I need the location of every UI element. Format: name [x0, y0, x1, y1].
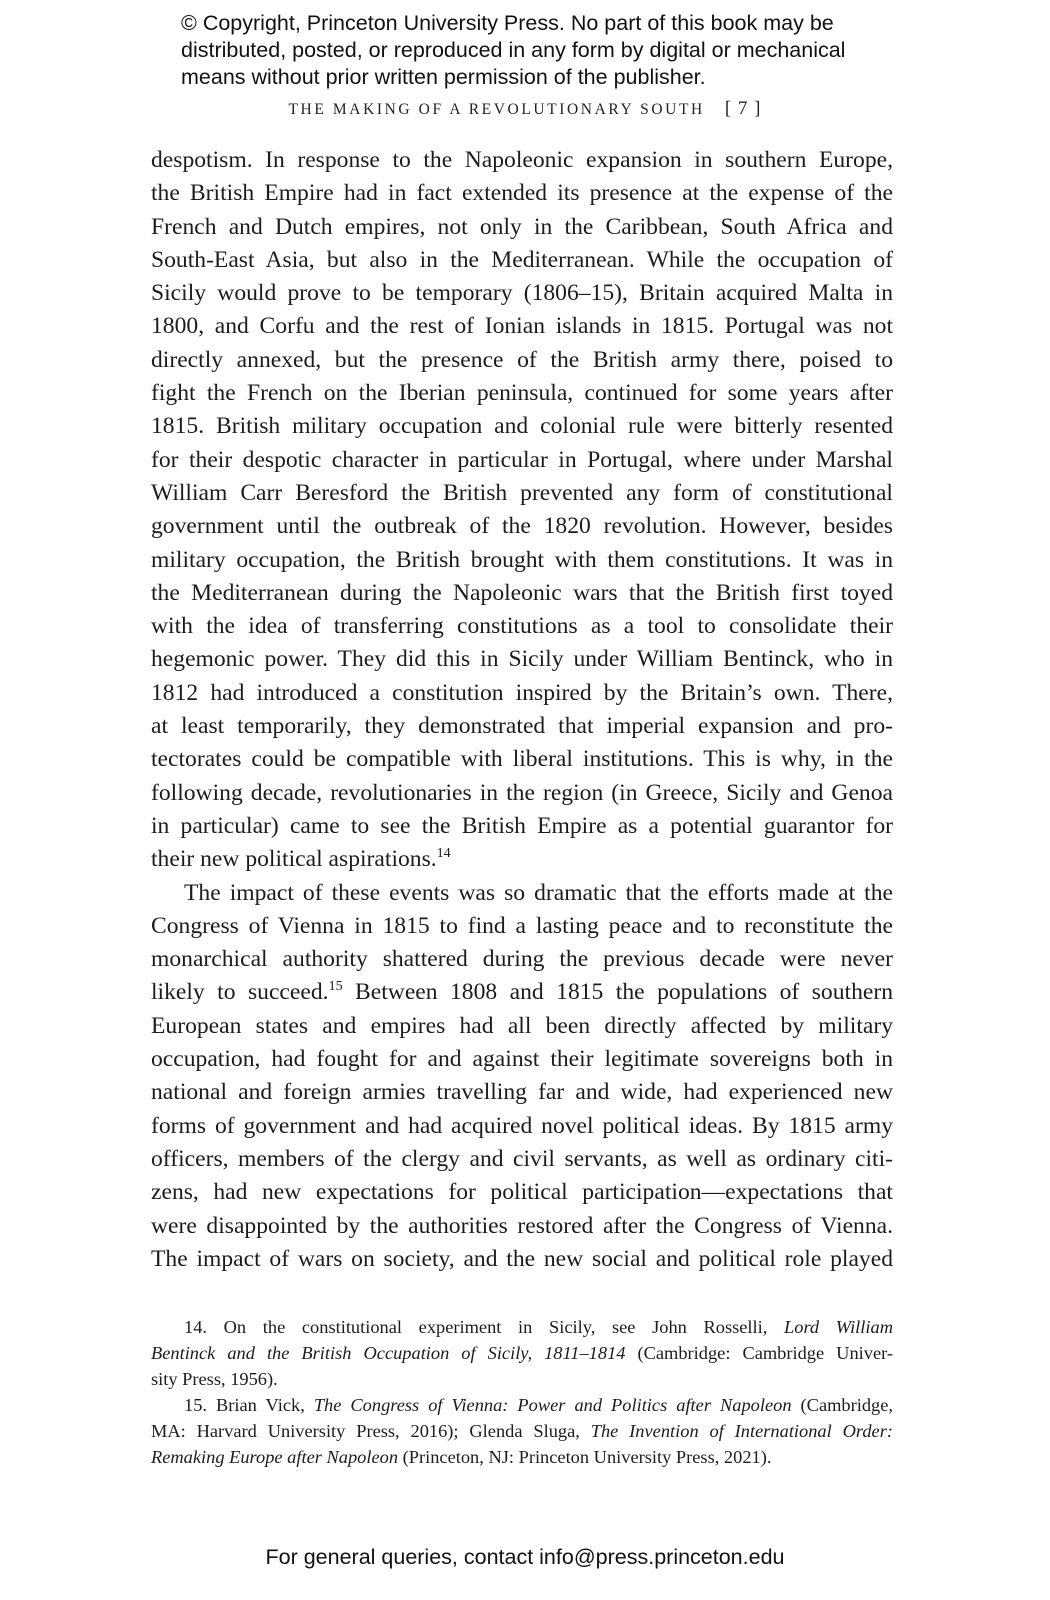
book-title: Lord William: [784, 1317, 893, 1337]
text-segment: MA: Harvard University Press, 2016); Glenda Sluga,: [151, 1421, 591, 1441]
text-segment: 15. Brian Vick,: [184, 1395, 314, 1415]
text-line: national and foreign armies travelling far and wide, had experienced new: [151, 1079, 893, 1106]
footnote-line: sity Press, 1956).: [151, 1369, 278, 1389]
text-line: government until the outbreak of the 1820 revolution. However, besides: [151, 513, 893, 540]
text-line: with the idea of transferring constitutions as a tool to consolidate their: [151, 613, 893, 640]
text-line: William Carr Beresford the British prevented any form of constitutional: [151, 479, 893, 506]
text-line: forms of government and had acquired novel political ideas. By 1815 army: [151, 1112, 893, 1139]
text-line: The impact of wars on society, and the new social and political role played: [151, 1245, 893, 1272]
text-segment: (Princeton, NJ: Princeton University Press, 2021).: [398, 1447, 772, 1467]
text-line: 1800, and Corfu and the rest of Ionian islands in 1815. Portugal was not: [151, 313, 893, 340]
text-line: directly annexed, but the presence of the British army there, poised to: [151, 346, 893, 373]
text-line: tectorates could be compatible with liberal institutions. This is why, in the: [151, 746, 893, 773]
copyright-line: means without prior written permission of the publisher.: [181, 65, 706, 89]
text-line: occupation, had fought for and against their legitimate sovereigns both in: [151, 1046, 893, 1073]
footnote-line: [151, 1314, 893, 1340]
text-line: following decade, revolutionaries in the region (in Greece, Sicily and Genoa: [151, 779, 893, 806]
text-segment: 14. On the constitutional experiment in Sicily, see John Rosselli,: [184, 1317, 785, 1337]
text-line: officers, members of the clergy and civil servants, as well as ordinary citi-: [151, 1145, 893, 1172]
footnote-line: [151, 1340, 893, 1366]
text-line: military occupation, the British brought with them constitutions. It was in: [151, 546, 893, 573]
copyright-line: distributed, posted, or reproduced in any form by digital or mechanical: [181, 38, 846, 62]
running-head: [0, 98, 1050, 120]
page-number: [ 7 ]: [724, 98, 762, 119]
footer-contact: For general queries, contact info@press.princeton.edu: [265, 1545, 785, 1569]
running-head-title: THE MAKING OF A REVOLUTIONARY SOUTH: [288, 101, 705, 118]
paragraph: [151, 877, 893, 1277]
book-title: Remaking Europe after Napoleon: [151, 1447, 399, 1467]
copyright-notice: [181, 10, 901, 91]
text-line: for their despotic character in particular in Portugal, where under Marshal: [151, 446, 893, 473]
book-title: Bentinck and the British Occupation of Sicily, 1811–1814: [151, 1343, 626, 1363]
text-line: French and Dutch empires, not only in the Caribbean, South Africa and: [151, 213, 893, 240]
text-line: at least temporarily, they demonstrated that imperial expansion and pro-: [151, 713, 893, 740]
text-segment: Between 1808 and 1815 the populations of southern: [342, 979, 893, 1006]
book-title: The Invention of International Order:: [590, 1421, 893, 1441]
footnote-line: [151, 1444, 893, 1470]
text-segment: their new political aspirations.: [151, 846, 437, 873]
footnote-15: [151, 1392, 893, 1470]
text-line: fight the French on the Iberian peninsula, continued for some years after: [151, 380, 893, 407]
text-line: 1812 had introduced a constitution inspired by the Britain’s own. There,: [151, 679, 893, 706]
footnote-line: [151, 1392, 893, 1418]
text-line: the British Empire had in fact extended its presence at the expense of the: [151, 180, 893, 207]
footnote-ref-14[interactable]: 14: [436, 846, 451, 862]
text-segment: (Cambridge: Cambridge Univer-: [625, 1343, 893, 1363]
text-line: the Mediterranean during the Napoleonic wars that the British first toyed: [151, 579, 893, 606]
text-segment: likely to succeed.: [151, 979, 329, 1006]
body-text: [151, 144, 893, 1276]
text-line: South-East Asia, but also in the Mediterranean. While the occupation of: [151, 246, 893, 273]
paragraph: [151, 144, 893, 877]
text-line: monarchical authority shattered during the previous decade were never: [151, 946, 893, 973]
text-line: were disappointed by the authorities restored after the Congress of Vienna.: [151, 1212, 893, 1239]
text-line: hegemonic power. They did this in Sicily under William Bentinck, who in: [151, 646, 893, 673]
copyright-line: © Copyright, Princeton University Press. No part of this book may be: [181, 11, 834, 35]
text-segment: (Cambridge,: [791, 1395, 893, 1415]
footnote-line: [151, 1418, 893, 1444]
text-line: despotism. In response to the Napoleonic expansion in southern Europe,: [151, 147, 893, 173]
book-title: The Congress of Vienna: Power and Politics after Napoleon: [313, 1395, 792, 1415]
text-line: Congress of Vienna in 1815 to find a lasting peace and to reconstitute the: [151, 912, 893, 939]
text-line: 1815. British military occupation and colonial rule were bitterly resented: [151, 413, 893, 440]
footnote-ref-15[interactable]: 15: [328, 979, 343, 995]
text-line: zens, had new expectations for political participation—expectations that: [151, 1179, 893, 1206]
text-line: The impact of these events was so dramatic that the efforts made at the: [184, 879, 893, 906]
text-line: [151, 976, 893, 1009]
footnote-14: [151, 1314, 893, 1392]
text-line: Sicily would prove to be temporary (1806–15), Britain acquired Malta in: [151, 280, 893, 307]
text-line: in particular) came to see the British Empire as a potential guarantor for: [151, 812, 893, 839]
text-line: European states and empires had all been directly affected by military: [151, 1012, 893, 1039]
footnotes: [151, 1314, 893, 1470]
text-line: [151, 843, 893, 876]
